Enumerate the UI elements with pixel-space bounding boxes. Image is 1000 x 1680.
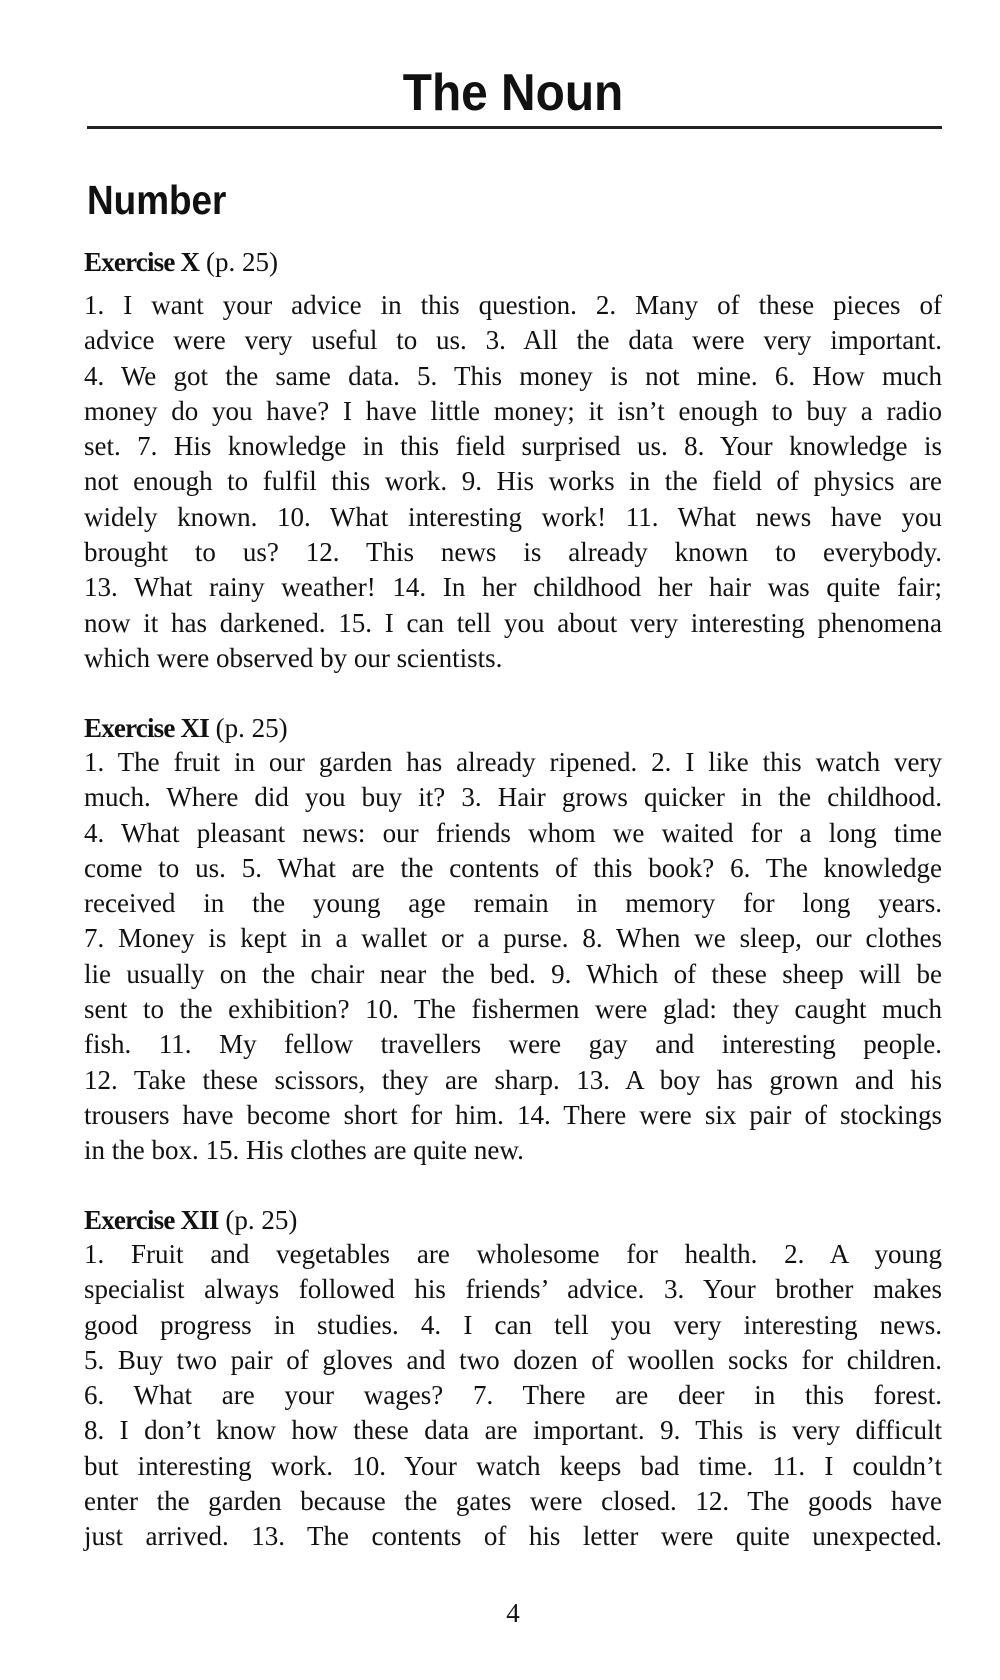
text-line: 7. Money is kept in a wallet or a purse. 8. When we sleep, our clothes	[84, 923, 942, 954]
text-line: advice were very useful to us. 3. All the data were very important.	[84, 325, 942, 356]
text-line: 1. I want your advice in this question. 2. Many of these pieces of	[84, 290, 942, 320]
text-line: received in the young age remain in memory for long years.	[84, 888, 942, 919]
text-line: brought to us? 12. This news is already known to everybody.	[84, 537, 942, 568]
text-line: fish. 11. My fellow travellers were gay and interesting people.	[84, 1029, 942, 1060]
exercise-page-ref: (p. 25)	[215, 713, 288, 743]
text-line: 4. We got the same data. 5. This money is not mine. 6. How much	[84, 360, 942, 391]
text-line: 4. What pleasant news: our friends whom we waited for a long time	[84, 817, 942, 848]
text-line: widely known. 10. What interesting work! 11. What news have you	[84, 501, 942, 532]
text-line: much. Where did you buy it? 3. Hair grows quicker in the childhood.	[84, 782, 942, 813]
exercise-heading	[84, 1202, 297, 1238]
exercise-body	[84, 288, 942, 676]
text-line: in the box. 15. His clothes are quite new.	[84, 1135, 524, 1166]
exercise-body	[84, 745, 942, 1169]
exercise-body	[84, 1237, 942, 1555]
text-line: 13. What rainy weather! 14. In her childhood her hair was quite fair;	[84, 572, 942, 603]
exercise-name: Exercise XI	[84, 713, 209, 743]
text-line: which were observed by our scientists.	[84, 642, 503, 673]
chapter-title: The Noun	[402, 64, 624, 122]
exercise-name: Exercise XII	[84, 1205, 219, 1235]
text-line: 1. Fruit and vegetables are wholesome for health. 2. A young	[84, 1239, 942, 1269]
text-line: 5. Buy two pair of gloves and two dozen of woollen socks for children.	[84, 1344, 942, 1375]
text-line: 1. The fruit in our garden has already ripened. 2. I like this watch very	[84, 747, 942, 777]
text-line: 8. I don’t know how these data are important. 9. This is very difficult	[84, 1415, 942, 1446]
text-line: specialist always followed his friends’ advice. 3. Your brother makes	[84, 1274, 942, 1305]
exercise-heading	[84, 710, 288, 746]
text-line: but interesting work. 10. Your watch keeps bad time. 11. I couldn’t	[84, 1450, 942, 1481]
text-line: enter the garden because the gates were closed. 12. The goods have	[84, 1486, 942, 1517]
text-line: just arrived. 13. The contents of his letter were quite unexpected.	[84, 1521, 942, 1552]
text-line: good progress in studies. 4. I can tell you very interesting news.	[84, 1309, 942, 1340]
exercise-page-ref: (p. 25)	[225, 1205, 298, 1235]
page-number: 4	[506, 1598, 520, 1628]
text-line: trousers have become short for him. 14. There were six pair of stockings	[84, 1099, 942, 1130]
exercise-name: Exercise X	[84, 247, 200, 277]
text-line: not enough to fulfil this work. 9. His works in the field of physics are	[84, 466, 942, 497]
text-line: come to us. 5. What are the contents of this book? 6. The knowledge	[84, 852, 942, 883]
text-line: sent to the exhibition? 10. The fishermen were glad: they caught much	[84, 994, 942, 1025]
text-line: lie usually on the chair near the bed. 9. Which of these sheep will be	[84, 958, 942, 989]
exercise-page-ref: (p. 25)	[205, 247, 278, 277]
section-title: Number	[87, 177, 227, 223]
text-line: money do you have? I have little money; it isn’t enough to buy a radio	[84, 395, 942, 426]
title-divider	[87, 126, 942, 129]
text-line: 6. What are your wages? 7. There are deer in this forest.	[84, 1380, 942, 1411]
text-line: now it has darkened. 15. I can tell you about very interesting phenomena	[84, 607, 942, 638]
exercise-heading	[84, 244, 278, 280]
text-line: set. 7. His knowledge in this field surprised us. 8. Your knowledge is	[84, 431, 942, 462]
text-line: 12. Take these scissors, they are sharp. 13. A boy has grown and his	[84, 1064, 942, 1095]
